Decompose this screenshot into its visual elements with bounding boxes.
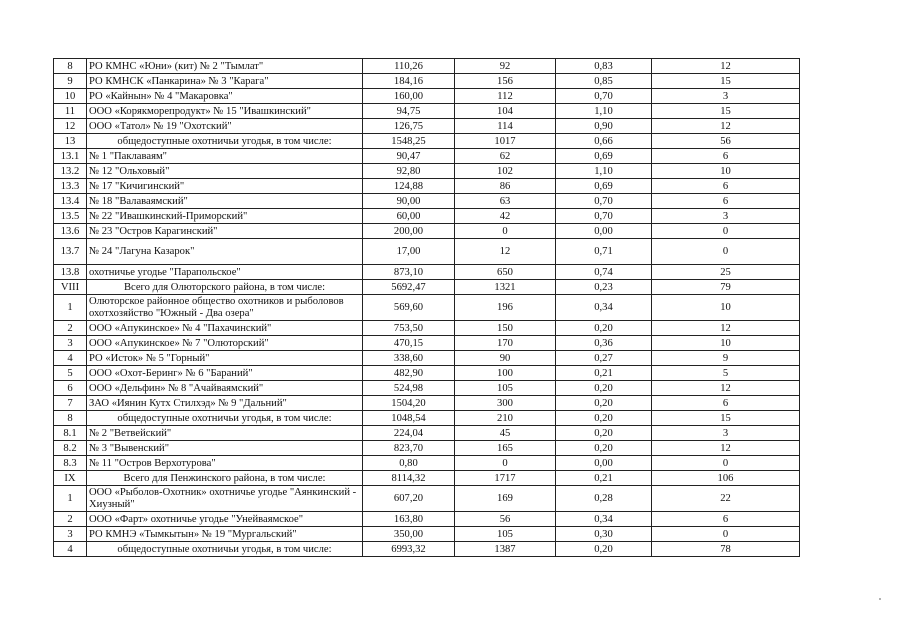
ground-name-cell: общедоступные охотничьи угодья, в том числе: — [87, 542, 363, 557]
table-row — [54, 134, 800, 149]
area-cell: 92,80 — [363, 164, 455, 179]
row-number-cell: 13.5 — [54, 209, 87, 224]
area-cell: 873,10 — [363, 265, 455, 280]
count-cell: 169 — [455, 486, 556, 512]
table-row — [54, 164, 800, 179]
count-cell: 156 — [455, 74, 556, 89]
quota-cell: 6 — [652, 179, 800, 194]
row-number-cell: IX — [54, 471, 87, 486]
ratio-cell: 0,20 — [556, 411, 652, 426]
table-row — [54, 366, 800, 381]
count-cell: 1387 — [455, 542, 556, 557]
ground-name-cell: РО «Кайнын» № 4 "Макаровка" — [87, 89, 363, 104]
row-number-cell: 5 — [54, 366, 87, 381]
ratio-cell: 0,20 — [556, 381, 652, 396]
quota-cell: 6 — [652, 194, 800, 209]
quota-cell: 22 — [652, 486, 800, 512]
quota-cell: 6 — [652, 396, 800, 411]
count-cell: 86 — [455, 179, 556, 194]
ground-name-cell: ООО «Апукинское» № 7 "Олюторский" — [87, 336, 363, 351]
ratio-cell: 0,30 — [556, 527, 652, 542]
row-number-cell: 13.6 — [54, 224, 87, 239]
area-cell: 338,60 — [363, 351, 455, 366]
ground-name-cell: общедоступные охотничьи угодья, в том числе: — [87, 411, 363, 426]
row-number-cell: 13.7 — [54, 239, 87, 265]
ground-name-cell: РО КМНС «Юни» (кит) № 2 "Тымлат" — [87, 59, 363, 74]
table-row — [54, 104, 800, 119]
area-cell: 110,26 — [363, 59, 455, 74]
ratio-cell: 0,36 — [556, 336, 652, 351]
count-cell: 0 — [455, 224, 556, 239]
ratio-cell: 0,70 — [556, 194, 652, 209]
ground-name-cell: № 12 "Ольховый" — [87, 164, 363, 179]
area-cell: 753,50 — [363, 321, 455, 336]
table-row — [54, 512, 800, 527]
ratio-cell: 1,10 — [556, 104, 652, 119]
quota-cell: 3 — [652, 209, 800, 224]
row-number-cell: 13.8 — [54, 265, 87, 280]
row-number-cell: 1 — [54, 295, 87, 321]
area-cell: 482,90 — [363, 366, 455, 381]
count-cell: 170 — [455, 336, 556, 351]
quota-cell: 0 — [652, 224, 800, 239]
row-number-cell: 13.3 — [54, 179, 87, 194]
count-cell: 650 — [455, 265, 556, 280]
count-cell: 112 — [455, 89, 556, 104]
count-cell: 0 — [455, 456, 556, 471]
row-number-cell: 13.2 — [54, 164, 87, 179]
area-cell: 90,00 — [363, 194, 455, 209]
ratio-cell: 0,21 — [556, 366, 652, 381]
table-row — [54, 441, 800, 456]
ratio-cell: 0,21 — [556, 471, 652, 486]
quota-cell: 10 — [652, 164, 800, 179]
ratio-cell: 0,20 — [556, 426, 652, 441]
ground-name-cell: общедоступные охотничьи угодья, в том числе: — [87, 134, 363, 149]
area-cell: 124,88 — [363, 179, 455, 194]
count-cell: 12 — [455, 239, 556, 265]
quota-cell: 12 — [652, 381, 800, 396]
table-row — [54, 89, 800, 104]
ground-name-cell: Всего для Олюторского района, в том числе: — [87, 280, 363, 295]
ground-name-cell: № 2 "Ветвейский" — [87, 426, 363, 441]
count-cell: 196 — [455, 295, 556, 321]
row-number-cell: 13 — [54, 134, 87, 149]
table-row — [54, 321, 800, 336]
row-number-cell: 1 — [54, 486, 87, 512]
table-row — [54, 265, 800, 280]
row-number-cell: 2 — [54, 321, 87, 336]
ratio-cell: 0,20 — [556, 441, 652, 456]
area-cell: 1048,54 — [363, 411, 455, 426]
row-number-cell: 12 — [54, 119, 87, 134]
ratio-cell: 0,00 — [556, 456, 652, 471]
row-number-cell: 8.2 — [54, 441, 87, 456]
ground-name-cell: ООО «Охот-Беринг» № 6 "Бараний" — [87, 366, 363, 381]
table-row — [54, 426, 800, 441]
table-row — [54, 280, 800, 295]
area-cell: 0,80 — [363, 456, 455, 471]
table-row — [54, 239, 800, 265]
table-row — [54, 381, 800, 396]
ratio-cell: 0,69 — [556, 179, 652, 194]
table-row — [54, 486, 800, 512]
row-number-cell: 4 — [54, 542, 87, 557]
row-number-cell: 8 — [54, 411, 87, 426]
count-cell: 105 — [455, 381, 556, 396]
table-row — [54, 194, 800, 209]
ground-name-cell: РО КМНЭ «Тымкытын» № 19 "Мургальский" — [87, 527, 363, 542]
quota-cell: 0 — [652, 239, 800, 265]
area-cell: 823,70 — [363, 441, 455, 456]
count-cell: 56 — [455, 512, 556, 527]
ratio-cell: 0,28 — [556, 486, 652, 512]
ground-name-cell: ООО «Татол» № 19 "Охотский" — [87, 119, 363, 134]
ratio-cell: 0,71 — [556, 239, 652, 265]
ground-name-cell: Всего для Пенжинского района, в том числе: — [87, 471, 363, 486]
count-cell: 114 — [455, 119, 556, 134]
row-number-cell: 13.1 — [54, 149, 87, 164]
ratio-cell: 0,90 — [556, 119, 652, 134]
quota-cell: 78 — [652, 542, 800, 557]
ground-name-cell: охотничье угодье "Парапольское" — [87, 265, 363, 280]
ratio-cell: 0,66 — [556, 134, 652, 149]
table-row — [54, 224, 800, 239]
quota-cell: 6 — [652, 149, 800, 164]
quota-cell: 12 — [652, 119, 800, 134]
scan-speck — [879, 598, 881, 600]
area-cell: 126,75 — [363, 119, 455, 134]
ground-name-cell: № 3 "Вывенский" — [87, 441, 363, 456]
quota-cell: 12 — [652, 59, 800, 74]
ground-name-cell: РО КМНСК «Панкарина» № 3 "Карага" — [87, 74, 363, 89]
ratio-cell: 0,20 — [556, 542, 652, 557]
quota-cell: 3 — [652, 426, 800, 441]
ground-name-cell: ООО «Корякморепродукт» № 15 "Ивашкинский" — [87, 104, 363, 119]
area-cell: 5692,47 — [363, 280, 455, 295]
count-cell: 1717 — [455, 471, 556, 486]
area-cell: 524,98 — [363, 381, 455, 396]
table-row — [54, 456, 800, 471]
quota-cell: 15 — [652, 411, 800, 426]
table-row — [54, 411, 800, 426]
hunting-grounds-table — [53, 58, 800, 557]
row-number-cell: 8.1 — [54, 426, 87, 441]
count-cell: 104 — [455, 104, 556, 119]
ratio-cell: 0,83 — [556, 59, 652, 74]
ground-name-cell: № 17 "Кичигинский" — [87, 179, 363, 194]
ground-name-cell: Олюторское районное общество охотников и рыболовов охотхозяйство "Южный - Два озера" — [87, 295, 363, 321]
area-cell: 60,00 — [363, 209, 455, 224]
count-cell: 165 — [455, 441, 556, 456]
quota-cell: 5 — [652, 366, 800, 381]
area-cell: 350,00 — [363, 527, 455, 542]
count-cell: 90 — [455, 351, 556, 366]
row-number-cell: 11 — [54, 104, 87, 119]
ratio-cell: 0,74 — [556, 265, 652, 280]
area-cell: 160,00 — [363, 89, 455, 104]
table-row — [54, 471, 800, 486]
area-cell: 200,00 — [363, 224, 455, 239]
ground-name-cell: ООО «Апукинское» № 4 "Пахачинский" — [87, 321, 363, 336]
quota-cell: 15 — [652, 104, 800, 119]
row-number-cell: 3 — [54, 336, 87, 351]
count-cell: 1017 — [455, 134, 556, 149]
quota-cell: 9 — [652, 351, 800, 366]
quota-cell: 12 — [652, 321, 800, 336]
ratio-cell: 0,70 — [556, 209, 652, 224]
quota-cell: 0 — [652, 527, 800, 542]
quota-cell: 10 — [652, 295, 800, 321]
area-cell: 94,75 — [363, 104, 455, 119]
table-row — [54, 542, 800, 557]
quota-cell: 25 — [652, 265, 800, 280]
table-row — [54, 527, 800, 542]
ratio-cell: 0,34 — [556, 512, 652, 527]
count-cell: 105 — [455, 527, 556, 542]
ground-name-cell: № 23 "Остров Карагинский" — [87, 224, 363, 239]
ratio-cell: 0,20 — [556, 396, 652, 411]
quota-cell: 3 — [652, 89, 800, 104]
row-number-cell: VIII — [54, 280, 87, 295]
quota-cell: 79 — [652, 280, 800, 295]
quota-cell: 10 — [652, 336, 800, 351]
count-cell: 100 — [455, 366, 556, 381]
ratio-cell: 0,27 — [556, 351, 652, 366]
table-row — [54, 336, 800, 351]
table-row — [54, 295, 800, 321]
row-number-cell: 8.3 — [54, 456, 87, 471]
count-cell: 63 — [455, 194, 556, 209]
quota-cell: 12 — [652, 441, 800, 456]
ratio-cell: 0,69 — [556, 149, 652, 164]
table-row — [54, 119, 800, 134]
ratio-cell: 0,00 — [556, 224, 652, 239]
quota-cell: 56 — [652, 134, 800, 149]
area-cell: 569,60 — [363, 295, 455, 321]
count-cell: 210 — [455, 411, 556, 426]
count-cell: 1321 — [455, 280, 556, 295]
ground-name-cell: ООО «Фарт» охотничье угодье "Унейваямское" — [87, 512, 363, 527]
ratio-cell: 0,20 — [556, 321, 652, 336]
row-number-cell: 10 — [54, 89, 87, 104]
area-cell: 184,16 — [363, 74, 455, 89]
ground-name-cell: № 1 "Паклаваям" — [87, 149, 363, 164]
area-cell: 224,04 — [363, 426, 455, 441]
quota-cell: 15 — [652, 74, 800, 89]
table-body — [54, 59, 800, 557]
area-cell: 470,15 — [363, 336, 455, 351]
table-row — [54, 351, 800, 366]
row-number-cell: 7 — [54, 396, 87, 411]
ground-name-cell: № 18 "Валаваямский" — [87, 194, 363, 209]
area-cell: 163,80 — [363, 512, 455, 527]
ratio-cell: 0,85 — [556, 74, 652, 89]
area-cell: 1504,20 — [363, 396, 455, 411]
row-number-cell: 4 — [54, 351, 87, 366]
count-cell: 45 — [455, 426, 556, 441]
count-cell: 300 — [455, 396, 556, 411]
table-row — [54, 74, 800, 89]
count-cell: 150 — [455, 321, 556, 336]
table-row — [54, 209, 800, 224]
area-cell: 17,00 — [363, 239, 455, 265]
ratio-cell: 1,10 — [556, 164, 652, 179]
area-cell: 8114,32 — [363, 471, 455, 486]
table-row — [54, 396, 800, 411]
ground-name-cell: № 11 "Остров Верхотурова" — [87, 456, 363, 471]
area-cell: 1548,25 — [363, 134, 455, 149]
area-cell: 6993,32 — [363, 542, 455, 557]
ratio-cell: 0,70 — [556, 89, 652, 104]
count-cell: 102 — [455, 164, 556, 179]
table-row — [54, 149, 800, 164]
ground-name-cell: № 24 "Лагуна Казарок" — [87, 239, 363, 265]
count-cell: 42 — [455, 209, 556, 224]
quota-cell: 6 — [652, 512, 800, 527]
quota-cell: 106 — [652, 471, 800, 486]
row-number-cell: 13.4 — [54, 194, 87, 209]
row-number-cell: 9 — [54, 74, 87, 89]
ratio-cell: 0,23 — [556, 280, 652, 295]
row-number-cell: 2 — [54, 512, 87, 527]
ground-name-cell: № 22 "Ивашкинский-Приморский" — [87, 209, 363, 224]
row-number-cell: 6 — [54, 381, 87, 396]
table-row — [54, 179, 800, 194]
ground-name-cell: ООО «Рыболов-Охотник» охотничье угодье "Аянкинский - Хиузный" — [87, 486, 363, 512]
count-cell: 62 — [455, 149, 556, 164]
table-row — [54, 59, 800, 74]
row-number-cell: 3 — [54, 527, 87, 542]
ground-name-cell: РО «Исток» № 5 "Горный" — [87, 351, 363, 366]
count-cell: 92 — [455, 59, 556, 74]
area-cell: 90,47 — [363, 149, 455, 164]
quota-cell: 0 — [652, 456, 800, 471]
ground-name-cell: ЗАО «Иянин Кутх Стилхэд» № 9 "Дальний" — [87, 396, 363, 411]
ratio-cell: 0,34 — [556, 295, 652, 321]
area-cell: 607,20 — [363, 486, 455, 512]
row-number-cell: 8 — [54, 59, 87, 74]
ground-name-cell: ООО «Дельфин» № 8 "Ачайваямский" — [87, 381, 363, 396]
